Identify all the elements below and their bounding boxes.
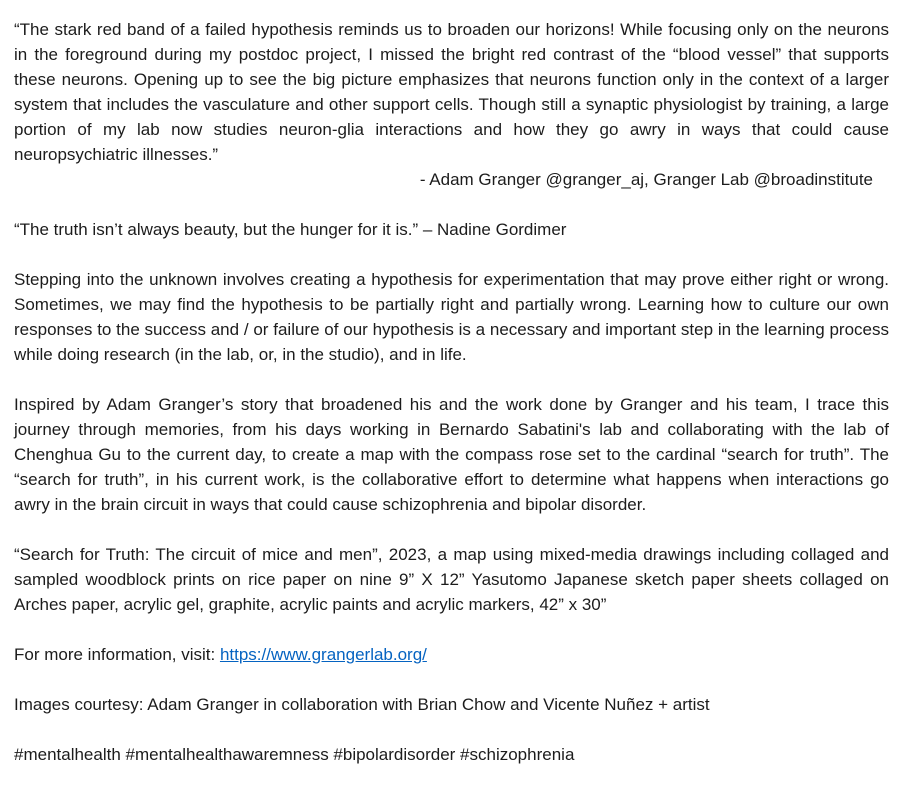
more-info-label: For more information, visit: [14, 645, 220, 664]
quote-attribution: - Adam Granger @granger_aj, Granger Lab @broadinstitute [419, 170, 873, 189]
hypothesis-paragraph: Stepping into the unknown involves creating a hypothesis for experimentation that may prove either right or wrong. Sometimes, we may find the hypothesis to be partially right and partially wrong. Learning how to culture our own responses to the success and / or failure of our hypothesis is a necessary and important step in the learning process while doing research (in the lab, or, in the studio), and in life. [14, 270, 889, 364]
more-info-line [14, 642, 889, 667]
artist-quote-paragraph: “The stark red band of a failed hypothesis reminds us to broaden our horizons! While focusing only on the neurons in the foreground during my postdoc project, I missed the bright red contrast of the “blood vessel” that supports these neurons. Opening up to see the big picture emphasizes that neurons function only in the context of a larger system that includes the vasculature and other support cells. Though still a synaptic physiologist by training, a large portion of my lab now studies neuron-glia interactions and how they go awry in ways that could cause neuropsychiatric illnesses.” [14, 20, 889, 164]
inspiration-paragraph: Inspired by Adam Granger’s story that broadened his and the work done by Granger and his team, I trace this journey through memories, from his days working in Bernardo Sabatini's lab and collaborating with the lab of Chenghua Gu to the current day, to create a map with the compass rose set to the cardinal “search for truth”. The “search for truth”, in his current work, is the collaborative effort to determine what happens when interactions go awry in the brain circuit in ways that could cause schizophrenia and bipolar disorder. [14, 395, 889, 514]
grangerlab-link[interactable]: https://www.grangerlab.org/ [219, 645, 427, 664]
artwork-description: “Search for Truth: The circuit of mice and men”, 2023, a map using mixed-media drawings including collaged and sampled woodblock prints on rice paper on nine 9” X 12” Yasutomo Japanese sketch paper sheets collaged on Arches paper, acrylic gel, graphite, acrylic paints and acrylic markers, 42” x 30” [14, 545, 889, 614]
hashtags-line: #mentalhealth #mentalhealthawaremness #bipolardisorder #schizophrenia [14, 745, 575, 764]
gordimer-quote: “The truth isn’t always beauty, but the hunger for it is.” – Nadine Gordimer [14, 220, 567, 239]
image-credits: Images courtesy: Adam Granger in collaboration with Brian Chow and Vicente Nuñez + artist [14, 695, 710, 714]
